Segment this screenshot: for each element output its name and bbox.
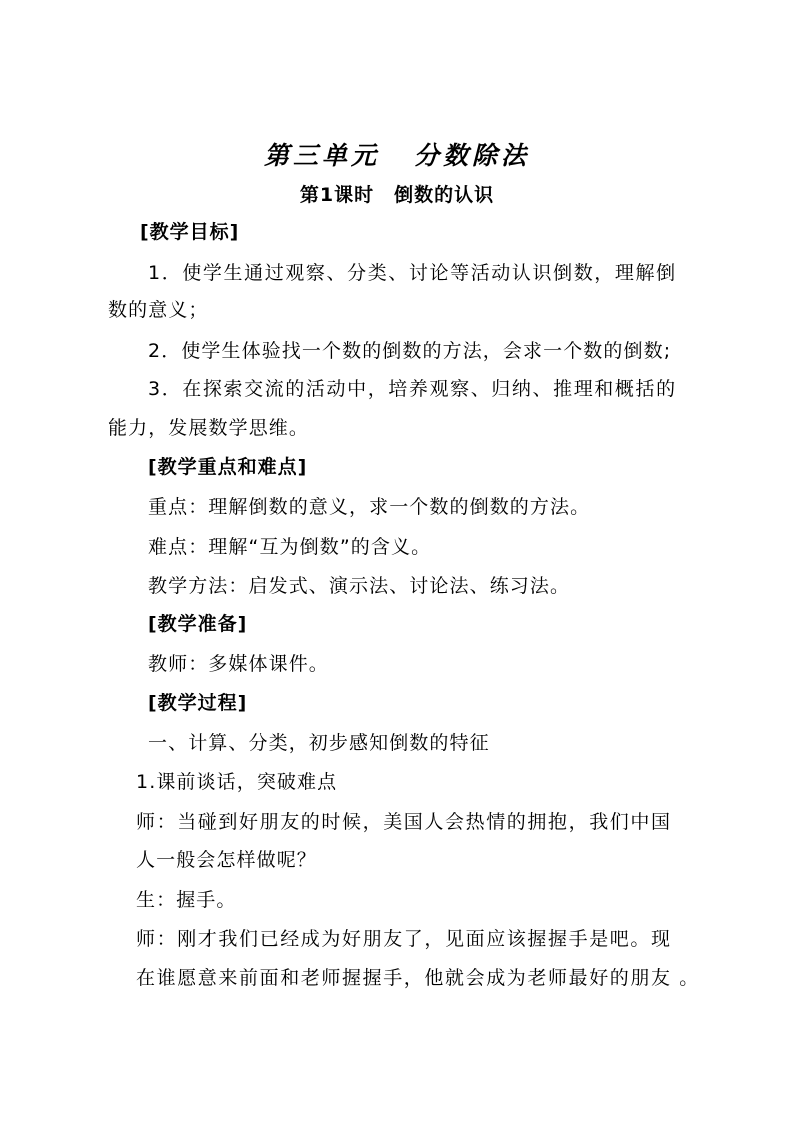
teacher-line-2b: 在谁愿意来前面和老师握握手，他就会成为老师最好的朋友 。 bbox=[136, 967, 700, 989]
difficult-point: 难点：理解“互为倒数”的含义。 bbox=[148, 536, 432, 558]
objective-1-line-2: 数的意义； bbox=[108, 299, 209, 321]
preparation-heading: [教学准备] bbox=[148, 613, 248, 635]
student-line-1: 生：握手。 bbox=[136, 889, 237, 911]
unit-title bbox=[0, 136, 794, 172]
objective-3-line-2: 能力，发展数学思维。 bbox=[108, 417, 310, 439]
step-1: 1.课前谈话，突破难点 bbox=[136, 771, 338, 793]
teaching-method: 教学方法：启发式、演示法、讨论法、练习法。 bbox=[148, 575, 571, 597]
objective-3-line-1: 3．在探索交流的活动中，培养观察、归纳、推理和概括的 bbox=[148, 378, 677, 400]
lesson-name: 倒数的认识 bbox=[394, 184, 495, 206]
process-heading: [教学过程] bbox=[148, 692, 248, 714]
lesson-number: 第1课时 bbox=[299, 184, 375, 206]
key-difficult-heading: [教学重点和难点] bbox=[148, 456, 308, 478]
lesson-title bbox=[0, 180, 794, 207]
unit-name: 分数除法 bbox=[414, 141, 531, 170]
objective-2: 2．使学生体验找一个数的倒数的方法，会求一个数的倒数; bbox=[148, 340, 672, 362]
objectives-heading: [教学目标] bbox=[140, 221, 240, 243]
teacher-line-1a: 师：当碰到好朋友的时候，美国人会热情的拥抱，我们中国 bbox=[136, 811, 672, 833]
teacher-line-1b: 人一般会怎样做呢？ bbox=[136, 849, 317, 871]
unit-number: 第三单元 bbox=[263, 141, 380, 170]
objective-1-line-1: 1．使学生通过观察、分类、讨论等活动认识倒数，理解倒 bbox=[148, 262, 677, 284]
preparation: 教师：多媒体课件。 bbox=[148, 653, 329, 675]
part-1-heading: 一、计算、分类，初步感知倒数的特征 bbox=[148, 732, 490, 754]
teacher-line-2a: 师：刚才我们已经成为好朋友了，见面应该握握手是吧。现 bbox=[136, 928, 672, 950]
key-point: 重点：理解倒数的意义，求一个数的倒数的方法。 bbox=[148, 496, 591, 518]
